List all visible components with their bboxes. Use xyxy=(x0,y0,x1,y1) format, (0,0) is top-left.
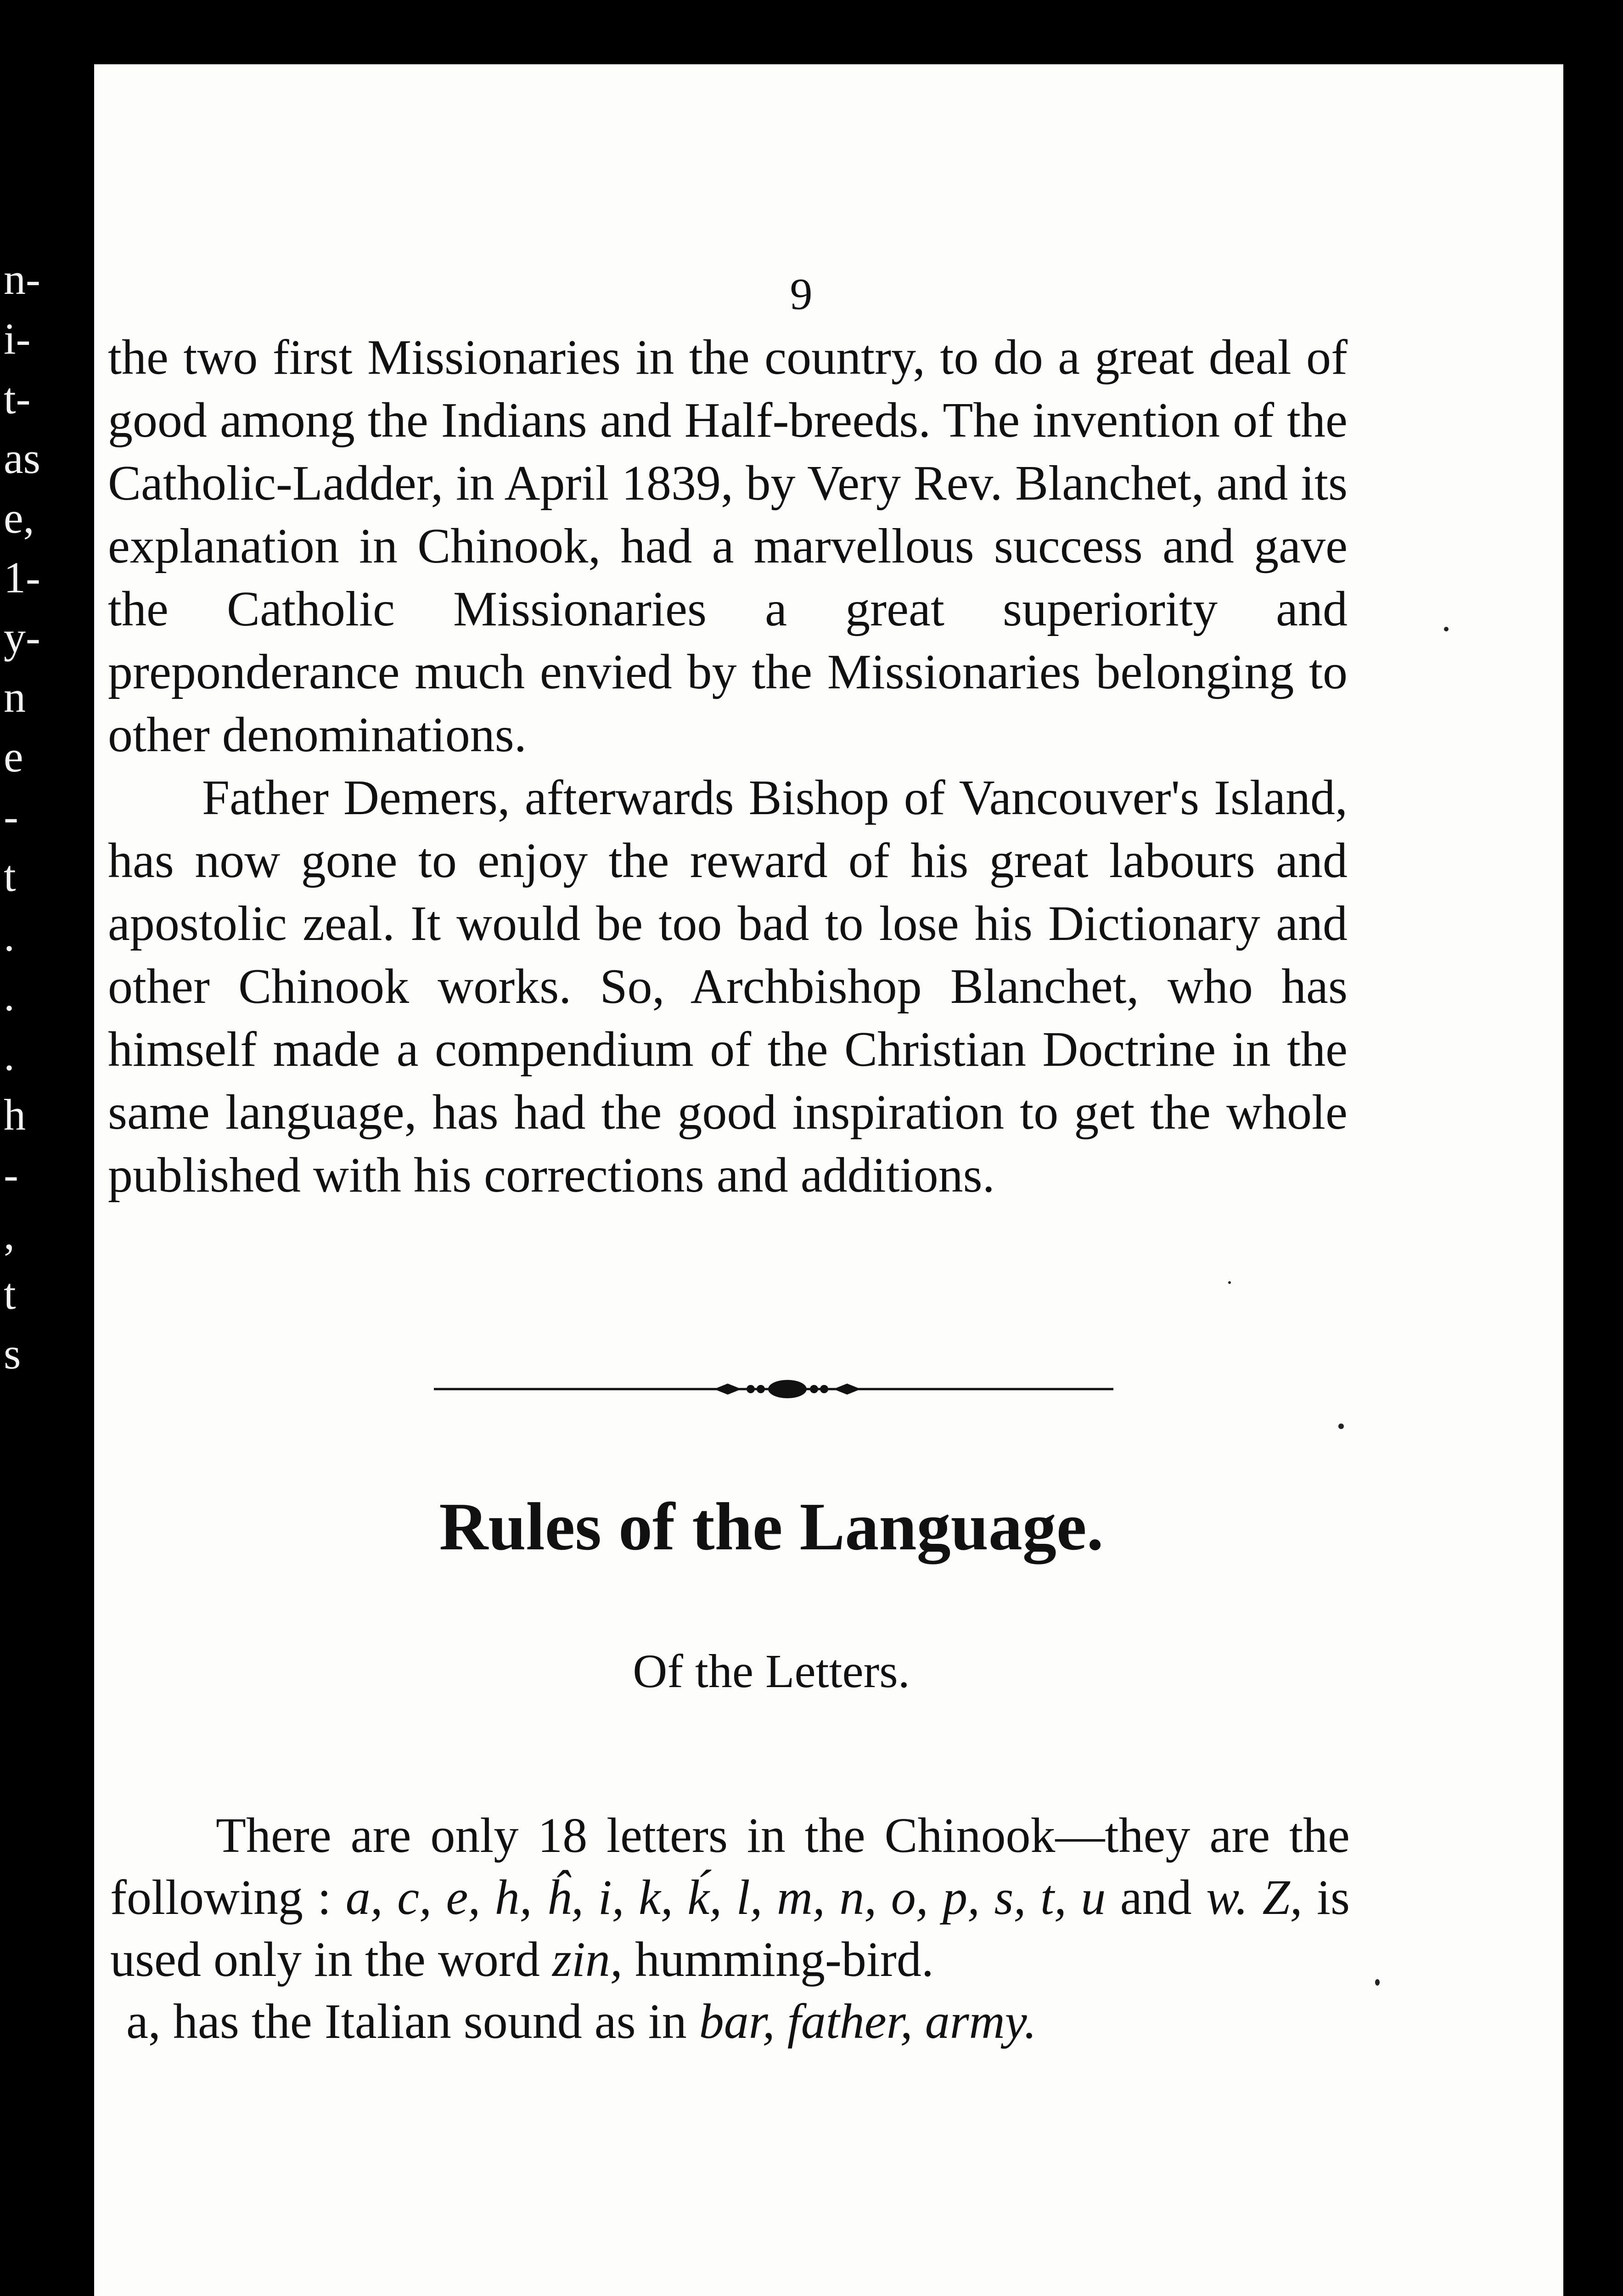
letters-intro: There are only 18 letters in the Chinook—they are the following : xyxy=(110,1808,1350,1925)
a-rule xyxy=(110,1991,1350,2053)
margin-fragment: as xyxy=(4,433,40,483)
margin-fragment: h xyxy=(4,1090,26,1139)
scan-speck xyxy=(1338,1424,1344,1429)
margin-fragment: t xyxy=(4,1269,16,1318)
adjacent-page-fragment xyxy=(0,254,76,1589)
ornamental-divider xyxy=(434,1375,1113,1403)
a-examples: bar, father, army. xyxy=(699,1994,1037,2049)
letters-paragraph xyxy=(110,1805,1350,1991)
letters-conj: and xyxy=(1120,1870,1192,1925)
margin-fragment: - xyxy=(4,1150,18,1199)
scan-speck xyxy=(1444,627,1449,631)
letters-section xyxy=(110,1805,1350,2053)
margin-fragment: . xyxy=(4,1030,15,1080)
a-text: has the Italian sound as in xyxy=(173,1994,687,2049)
scan-speck xyxy=(1228,1281,1231,1284)
margin-fragment: . xyxy=(4,971,15,1020)
a-letter: a, xyxy=(126,1994,161,2049)
letters-last: w. xyxy=(1206,1870,1248,1925)
margin-fragment: - xyxy=(4,792,18,841)
book-page xyxy=(94,64,1563,2296)
section-title: Rules of the Language. xyxy=(439,1489,1104,1564)
margin-fragment: t- xyxy=(4,374,31,423)
subheading: Of the Letters. xyxy=(633,1645,910,1698)
z-letter: Z, xyxy=(1262,1870,1303,1925)
margin-fragment: . xyxy=(4,911,15,960)
margin-fragment: e, xyxy=(4,493,34,542)
margin-fragment: , xyxy=(4,1210,15,1259)
margin-fragment: s xyxy=(4,1329,21,1378)
margin-fragment: 1- xyxy=(4,553,40,602)
margin-fragment: n- xyxy=(4,254,40,304)
z-text: is used only in the word xyxy=(110,1870,1350,1987)
scan-speck xyxy=(1375,1979,1380,1986)
margin-fragment: t xyxy=(4,851,16,900)
margin-fragment: e xyxy=(4,732,23,781)
letters-list: a, c, e, h, ĥ, i, k, ḱ, l, m, n, o, p, s, t, u xyxy=(345,1870,1106,1925)
z-word: zin, xyxy=(552,1932,623,1987)
paragraph: the two first Missionaries in the country, to do a great deal of good among the Indians and Half-breeds. The invention of the Catholic-Ladder, in April 1839, by Very Rev. Blanchet, and its explanation in Chinook, had a marvellous success and gave the Catholic Missionaries a great superiority and preponderance much envied by the Missionaries belonging to other denominations. xyxy=(108,330,1348,762)
margin-fragment: i- xyxy=(4,314,31,363)
z-meaning: humming-bird. xyxy=(635,1932,934,1987)
margin-fragment: n xyxy=(4,672,26,721)
page-number: 9 xyxy=(790,270,813,319)
paragraph: Father Demers, afterwards Bishop of Vancouver's Island, has now gone to enjoy the reward of his great labours and apostolic zeal. It would be too bad to lose his Dictionary and other Chinook works. So, Archbishop Blanchet, who has himself made a compendium of the Christian Doctrine in the same language, has had the good inspiration to get the whole published with his corrections and additions. xyxy=(108,771,1348,1203)
body-text xyxy=(108,326,1348,1207)
margin-fragment: y- xyxy=(4,613,40,662)
